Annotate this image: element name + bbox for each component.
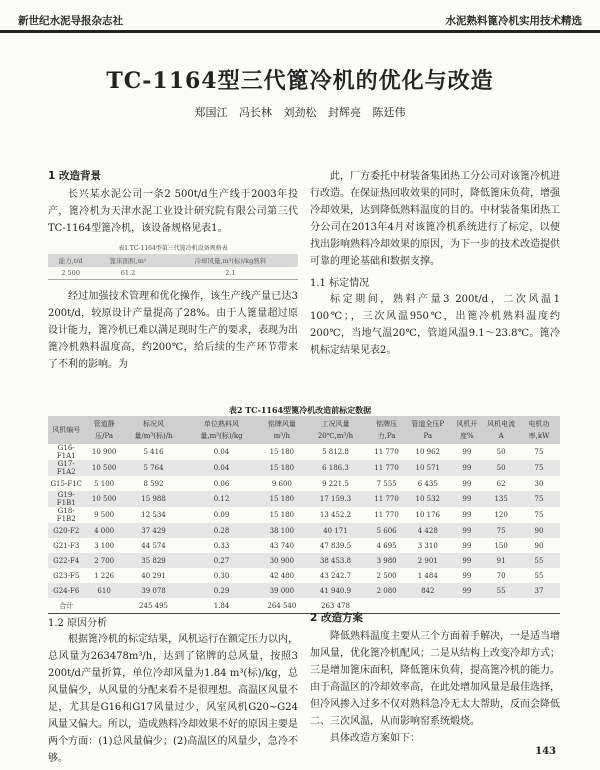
table-2-cell: 38 453.8: [304, 553, 367, 568]
table-2-cell: 75: [484, 523, 518, 538]
table-2-cell: G19-F1B1: [48, 491, 84, 507]
table-2-cell: 6 435: [417, 479, 438, 488]
right-para-2: 标定期间，熟料产量3 200t/d，二次风温1 100℃；，三次风温950℃，出篦冷机熟料温度约200℃，当地气温20℃，管道风温9.1～23.8℃。篦冷机标定结果见表2。: [310, 294, 560, 356]
table-2-cell: 合计: [48, 598, 84, 614]
table-2-header: 电机功率,kW: [518, 416, 560, 444]
table-2-cell: 245 495: [124, 598, 184, 614]
subsection-1-2-heading: 1.2 原因分析: [48, 618, 108, 629]
table-2-cell: 0.30: [213, 571, 230, 580]
header-series: 水泥熟料篦冷机实用技术精选: [445, 15, 582, 27]
table-2-cell: 10 500: [84, 491, 123, 507]
table-1-header: 篦床面积,m²: [93, 254, 162, 267]
table-2-header: 标况风量/m³(标)/h: [124, 416, 184, 444]
table-row: [48, 476, 560, 491]
table-2-cell: 55: [484, 583, 518, 598]
table-2-cell: 3 980: [367, 553, 406, 568]
table-1-header: 冷却风量,m³(标)/kg熟料: [163, 254, 298, 267]
table-2-cell: 43 740: [269, 541, 295, 550]
table-2-cell: 0.04: [213, 448, 230, 456]
table-2-cell: 99: [462, 571, 472, 580]
table-2-cell: 842: [406, 583, 449, 598]
table-2-cell: 9 500: [94, 511, 115, 519]
table-2-cell: 99: [462, 448, 472, 456]
table-row: [48, 507, 560, 523]
table-row: [48, 491, 560, 507]
table-2-cell: 9 221.5: [322, 479, 349, 488]
section-1-2-para: 根据篦冷机的标定结果，风机运行在额定压力以内，总风量为263478m³/h，达到了铭牌的总风量，按照3 200t/d产量折算，单位冷却风量为1.84 m³(标)/kg，总风量偏少，从风量的分配来看不是很理想。高温区风量不足，尤其是G16和G17风量过少，风室风机G20~G24风量又偏大。所以，造成熟料冷却效果不好的原因主要是两个方面：(1)总风量偏少；(2)高温区的风量少，急冷不够。: [48, 634, 298, 764]
table-2-cell: 99: [462, 511, 472, 519]
table-2-cell: 43 242.7: [319, 571, 352, 580]
table-1-cell: 2 500: [48, 267, 93, 280]
table-2-cell: 37: [518, 583, 560, 598]
table-2-cell: 13 452.2: [319, 511, 352, 519]
table-2-cell: 75: [518, 460, 560, 476]
table-row: [48, 538, 560, 553]
table-1-cell: 61.2: [93, 267, 162, 280]
table-2-cell: 99: [449, 553, 484, 568]
table-2-cell: 44 574: [141, 541, 166, 550]
table-2-cell: 11 770: [367, 460, 406, 476]
table-2-cell: 5 764: [124, 460, 184, 476]
table-2-cell: 610: [84, 583, 123, 598]
table-2-cell: 1 484: [417, 571, 438, 580]
table-2-cell: 50: [484, 460, 518, 476]
table-2-cell: 8 592: [143, 479, 164, 488]
table-2-cell: 1.84: [183, 598, 260, 614]
section-1-heading: 1 改造背景: [48, 170, 101, 182]
table-2-cell: 99: [462, 541, 472, 550]
table-2-cell: 4 695: [376, 541, 397, 550]
table-2-cell: G24-F6: [48, 583, 84, 598]
section-2-para-2: 具体改造方案如下：: [330, 733, 420, 744]
table-2-cell: 4 000: [84, 523, 123, 538]
table-2-cell: G18-F1B2: [56, 507, 76, 523]
table-2-cell: 264 540: [260, 598, 304, 614]
table-2-cell: 135: [484, 491, 518, 507]
table-2-cell: 9 600: [271, 479, 292, 488]
table-2-cell: 3 100: [94, 541, 115, 550]
table-2-cell: 15 180: [269, 448, 295, 456]
table-2-cell: 90: [534, 541, 544, 550]
page-number: 143: [535, 746, 556, 757]
table-2-cell: 47 839.5: [319, 541, 352, 550]
table-2-cell: 55: [534, 571, 544, 580]
table-row: [48, 568, 560, 583]
table-2-cell: 3 310: [417, 541, 438, 550]
table-2-cell: 10 532: [406, 491, 449, 507]
table-2-cell: 91: [484, 553, 518, 568]
table-2-cell: 70: [496, 571, 506, 580]
table-2-cell: 11 770: [374, 448, 399, 456]
table-2-cell: 99: [449, 523, 484, 538]
left-column: [48, 168, 298, 373]
table-2-header: 管道静压/Pa: [84, 416, 123, 444]
table-row: [48, 444, 560, 460]
table-2-header: 单位熟料风量,m³(标)/kg: [183, 416, 260, 444]
table-2-cell: 10 500: [84, 460, 123, 476]
table-2-cell: 75: [518, 491, 560, 507]
table-2-cell: 39 000: [260, 583, 304, 598]
table-2-cell: 0.27: [183, 553, 260, 568]
table-2-cell: 0.29: [183, 583, 260, 598]
table-2-cell: 263 478: [304, 598, 367, 614]
table-2-cell: 50: [496, 448, 506, 456]
table-2-cell: 10 962: [415, 448, 440, 456]
table-2-cell: 0.12: [183, 491, 260, 507]
table-1: [48, 254, 298, 280]
table-2-cell: 7 555: [376, 479, 397, 488]
table-1-caption: 表1 TC-1164型第三代篦冷机设备规格表: [118, 245, 228, 252]
subsection-1-1-heading: 1.1 标定情况: [310, 278, 370, 289]
table-2-cell: 5 606: [367, 523, 406, 538]
table-2-header: 风机编号: [48, 416, 84, 444]
table-row: [48, 553, 560, 568]
table-2-cell: G21-F3: [53, 541, 80, 550]
article-title: TC-1164型三代篦冷机的优化与改造: [106, 68, 494, 94]
table-2-cell: 90: [518, 523, 560, 538]
table-2-cell: 2 901: [406, 553, 449, 568]
running-header: [0, 8, 600, 33]
right-para-1: 此，厂方委托中材装备集团热工分公司对该篦冷机进行改造。在保证热回收效果的同时，降低篦床负荷，增强冷却效果，达到降低熟料温度的目的。中材装备集团热工分公司在2013年4月对该篦冷机系统进行了标定，以便找出影响熟料冷却效果的原因，为下一步的技术改造提供可靠的理论基础和数据支撑。: [310, 171, 560, 267]
table-2-cell: 35 829: [124, 553, 184, 568]
table-2-cell: 10 900: [91, 448, 117, 456]
table-2-cell: 11 770: [374, 511, 399, 519]
table-2-cell: G16-F1A1: [56, 444, 76, 460]
table-2: [48, 416, 560, 614]
right-column: [310, 168, 560, 359]
table-2-cell: 15 180: [260, 491, 304, 507]
table-2-cell: 0.04: [183, 460, 260, 476]
table-2-cell: 15 988: [124, 491, 184, 507]
table-row: [48, 523, 560, 538]
table-2-header: 铭牌压力,Pa: [367, 416, 406, 444]
table-2-cell: G23-F5: [53, 571, 80, 580]
table-2-cell: 41 940.9: [304, 583, 367, 598]
table-2-header: 风机电流A: [484, 416, 518, 444]
table-2-cell: 12 534: [141, 511, 166, 519]
table-2-cell: 4 428: [406, 523, 449, 538]
table-2-cell: 99: [449, 583, 484, 598]
table-2-cell: 120: [494, 511, 508, 519]
table-2-header: 铭牌风量m³/h: [260, 416, 304, 444]
table-2-header: 工况风量20℃,m³/h: [304, 416, 367, 444]
table-2-cell: 30: [534, 479, 544, 488]
header-publisher: 新世纪水泥导报杂志社: [18, 15, 123, 27]
table-2-cell: 5 812.8: [322, 448, 349, 456]
table-1-header: 能力,t/d: [48, 254, 93, 267]
table-2-cell: 2 080: [367, 583, 406, 598]
table-2-cell: 38 100: [260, 523, 304, 538]
table-2-cell: G15-F1C: [50, 479, 82, 488]
table-2-cell: 55: [518, 553, 560, 568]
table-2-cell: 0.28: [183, 523, 260, 538]
table-2-cell: 5 416: [143, 448, 164, 456]
table-2-cell: 10 176: [415, 511, 440, 519]
right-column-bottom: [310, 610, 560, 747]
section-2-para-1: 降低熟料温度主要从三个方面着手解决，一是适当增加风量，优化篦冷机配风；二是从结构上改变冷却方式；三是增加篦床面积，降低篦床负荷，提高篦冷机的能力。由于高温区的冷却效率高，在此处增加风量是最佳选择，但冷风掺入过多不仅对熟料急冷无太大帮助，反而会降低二、三次风温，从而影响窑系统煅烧。: [310, 631, 560, 727]
table-2-cell: 15 180: [269, 511, 295, 519]
table-2-cell: 99: [449, 491, 484, 507]
table-2-cell: 37 429: [124, 523, 184, 538]
table-2-cell: 6 186.3: [304, 460, 367, 476]
table-2-cell: 0.06: [213, 479, 230, 488]
table-2-cell: 5 100: [94, 479, 115, 488]
table-2-cell: G20-F2: [48, 523, 84, 538]
table-2-cell: 75: [534, 448, 544, 456]
table-2-cell: 40 171: [304, 523, 367, 538]
table-2-cell: 42 480: [269, 571, 295, 580]
table-2-caption: 表2 TC-1164型篦冷机改造前标定数据: [228, 405, 372, 415]
table-2-header: 管道全压P Pa: [406, 416, 449, 444]
table-2-header: 风机开度%: [449, 416, 484, 444]
table-2-cell: 11 770: [367, 491, 406, 507]
table-2-cell: 10 571: [406, 460, 449, 476]
table-2-cell: 99: [449, 460, 484, 476]
section-2-heading: 2 改造方案: [310, 612, 363, 624]
table-2-cell: G17-F1A2: [48, 460, 84, 476]
section-1-para-1: 长兴某水泥公司一条2 500t/d生产线于2003年投产，篦冷机为天津水泥工业设计研究院有限公司第三代TC-1164型篦冷机，该设备规格见表1。: [48, 189, 298, 234]
table-2-cell: 75: [534, 511, 544, 519]
left-column-bottom: [48, 610, 298, 767]
table-2-cell: 39 078: [124, 583, 184, 598]
table-2-cell: 150: [494, 541, 508, 550]
table-2-cell: 1 226: [94, 571, 115, 580]
table-2-cell: G22-F4: [48, 553, 84, 568]
table-row: [48, 460, 560, 476]
table-2-cell: 15 180: [260, 460, 304, 476]
table-2-cell: 17 159.3: [304, 491, 367, 507]
table-2-cell: 30 900: [260, 553, 304, 568]
table-row: [48, 583, 560, 598]
table-1-cell: 2.1: [163, 267, 298, 280]
table-2-cell: 0.33: [213, 541, 230, 550]
table-2-cell: 2 500: [376, 571, 397, 580]
table-2-cell: 99: [462, 479, 472, 488]
table-2-cell: 0.09: [213, 511, 230, 519]
table-2-cell: 40 291: [141, 571, 166, 580]
article-authors: 郑国江 冯长林 刘劲松 封辉亮 陈廷伟: [194, 106, 406, 119]
section-1-para-2: 经过加强技术管理和优化操作，该生产线产量已达3 200t/d，较原设计产量提高了28%。由于人篦量超过原设计能力，篦冷机已难以满足现时生产的要求，表现为出篦冷机熟料温度高，约200℃，给后续的生产环节带来了不利的影响。为: [48, 291, 298, 370]
table-2-cell: 62: [496, 479, 506, 488]
table-2-cell: 2 700: [84, 553, 123, 568]
